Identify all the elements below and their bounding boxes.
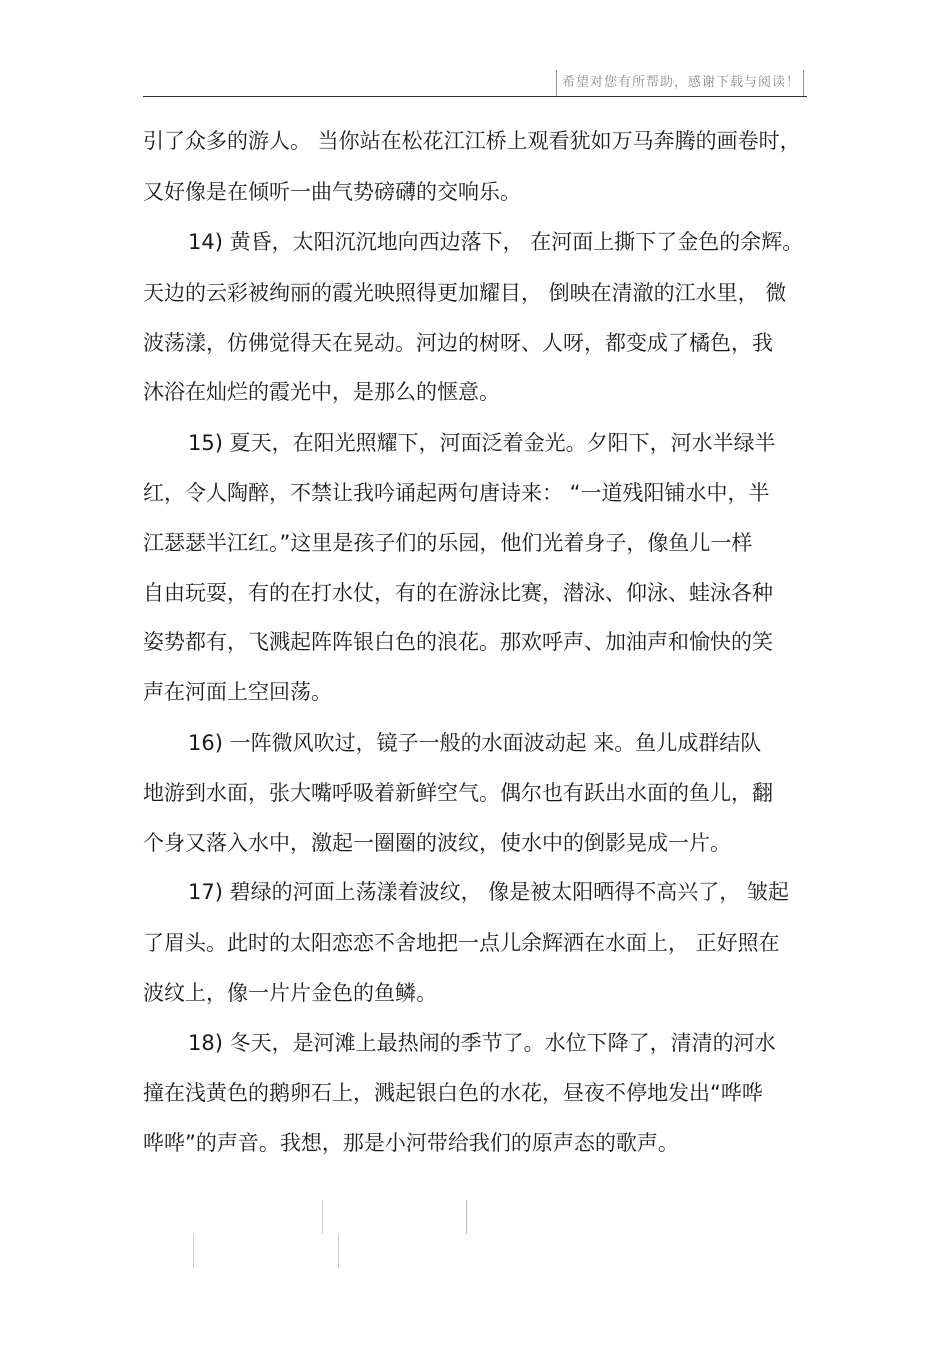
body-line: 了眉头。此时的太阳恋恋不舍地把一点儿余辉洒在水面上， 正好照在 xyxy=(143,931,780,955)
body-line: 声在河面上空回荡。 xyxy=(143,680,332,704)
body-line: 自由玩耍，有的在打水仗，有的在游泳比赛，潜泳、仰泳、蛙泳各种 xyxy=(143,581,773,605)
paragraph-16-line: 16) 一阵微风吹过，镜子一般的水面波动起 来。鱼儿成群结队 xyxy=(188,731,762,755)
body-line: 江瑟瑟半江红。”这里是孩子们的乐园，他们光着身子，像鱼儿一样 xyxy=(143,531,753,555)
body-line: 天边的云彩被绚丽的霞光映照得更加耀目， 倒映在清澈的江水里， 微 xyxy=(143,281,787,305)
header-text: 希望对您有所帮助，感谢下载与阅读！ xyxy=(562,75,801,90)
paragraph-17-line: 17) 碧绿的河面上荡漾着波纹， 像是被太阳晒得不高兴了， 皱起 xyxy=(188,880,789,904)
scan-mark xyxy=(322,1200,323,1234)
body-line: 个身又落入水中，激起一圈圈的波纹，使水中的倒影晃成一片。 xyxy=(143,831,731,855)
body-line: 引了众多的游人。 当你站在松花江江桥上观看犹如万马奔腾的画卷时， xyxy=(143,129,801,153)
scan-mark xyxy=(466,1200,467,1234)
body-line: 又好像是在倾听一曲气势磅礴的交响乐。 xyxy=(143,180,521,204)
scan-mark xyxy=(193,1234,194,1268)
body-line: 地游到水面，张大嘴呼吸着新鲜空气。偶尔也有跃出水面的鱼儿，翻 xyxy=(143,781,773,805)
body-line: 撞在浅黄色的鹅卵石上，溅起银白色的水花，昼夜不停地发出“哗哗 xyxy=(143,1081,763,1105)
paragraph-18-line: 18) 冬天，是河滩上最热闹的季节了。水位下降了，清清的河水 xyxy=(188,1031,776,1055)
paragraph-15-line: 15) 夏天，在阳光照耀下，河面泛着金光。夕阳下，河水半绿半 xyxy=(188,431,776,455)
header-rule xyxy=(143,96,807,97)
scan-mark xyxy=(338,1234,339,1268)
body-line: 哗哗”的声音。我想，那是小河带给我们的原声态的歌声。 xyxy=(143,1131,679,1155)
body-line: 波荡漾，仿佛觉得天在晃动。河边的树呀、人呀，都变成了橘色，我 xyxy=(143,331,773,355)
paragraph-14-line: 14) 黄昏，太阳沉沉地向西边落下， 在河面上撕下了金色的余辉。 xyxy=(188,230,804,254)
body-line: 波纹上，像一片片金色的鱼鳞。 xyxy=(143,981,437,1005)
body-line: 姿势都有，飞溅起阵阵银白色的浪花。那欢呼声、加油声和愉快的笑 xyxy=(143,630,773,654)
body-line: 沐浴在灿烂的霞光中，是那么的惬意。 xyxy=(143,380,500,404)
body-line: 红，令人陶醉，不禁让我吟诵起两句唐诗来： “一道残阳铺水中，半 xyxy=(143,481,770,505)
